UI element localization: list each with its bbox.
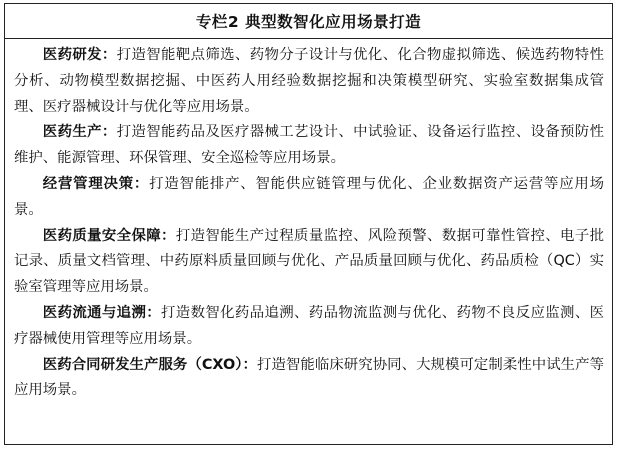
text-circulation: 打造数智化药品追溯、药品物流监测与优化、药物不良反应监测、医疗器械使用管理等应用场景。 bbox=[14, 304, 604, 347]
heading-rd: 医药研发： bbox=[42, 47, 117, 63]
text-quality: 打造智能生产过程质量监控、风险预警、数据可靠性管控、电子批记录、质量文档管理、中药原料质量回顾与优化、产品质量回顾与优化、药品质检（QC）实验室管理等应用场景。 bbox=[14, 227, 604, 296]
heading-circulation: 医药流通与追溯： bbox=[42, 304, 162, 321]
text-management: 打造智能排产、智能供应链管理与优化、企业数据资产运营等应用场景。 bbox=[14, 175, 604, 218]
box-body bbox=[5, 39, 612, 404]
heading-management: 经营管理决策： bbox=[42, 175, 150, 192]
heading-cxo: 医药合同研发生产服务（CXO）： bbox=[42, 356, 258, 373]
paragraph-production bbox=[14, 120, 604, 172]
feature-box bbox=[4, 3, 613, 445]
box-title: 专栏2 典型数智化应用场景打造 bbox=[5, 4, 612, 39]
paragraph-cxo bbox=[14, 353, 604, 405]
text-production: 打造智能药品及医疗器械工艺设计、中试验证、设备运行监控、设备预防性维护、能源管理、环保管理、安全巡检等应用场景。 bbox=[14, 124, 604, 167]
text-cxo: 打造智能临床研究协同、大规模可定制柔性中试生产等应用场景。 bbox=[14, 356, 604, 399]
paragraph-rd bbox=[14, 43, 604, 120]
paragraph-quality bbox=[14, 224, 604, 301]
paragraph-circulation bbox=[14, 301, 604, 353]
paragraph-management bbox=[14, 172, 604, 224]
heading-production: 医药生产： bbox=[42, 124, 117, 141]
heading-quality: 医药质量安全保障： bbox=[42, 227, 176, 244]
text-rd: 打造智能靶点筛选、药物分子设计与优化、化合物虚拟筛选、候选药物特性分析、动物模型数据挖掘、中医药人用经验数据挖掘和决策模型研究、实验室数据集成管理、医疗器械设计与优化等应用场景。 bbox=[14, 47, 604, 115]
